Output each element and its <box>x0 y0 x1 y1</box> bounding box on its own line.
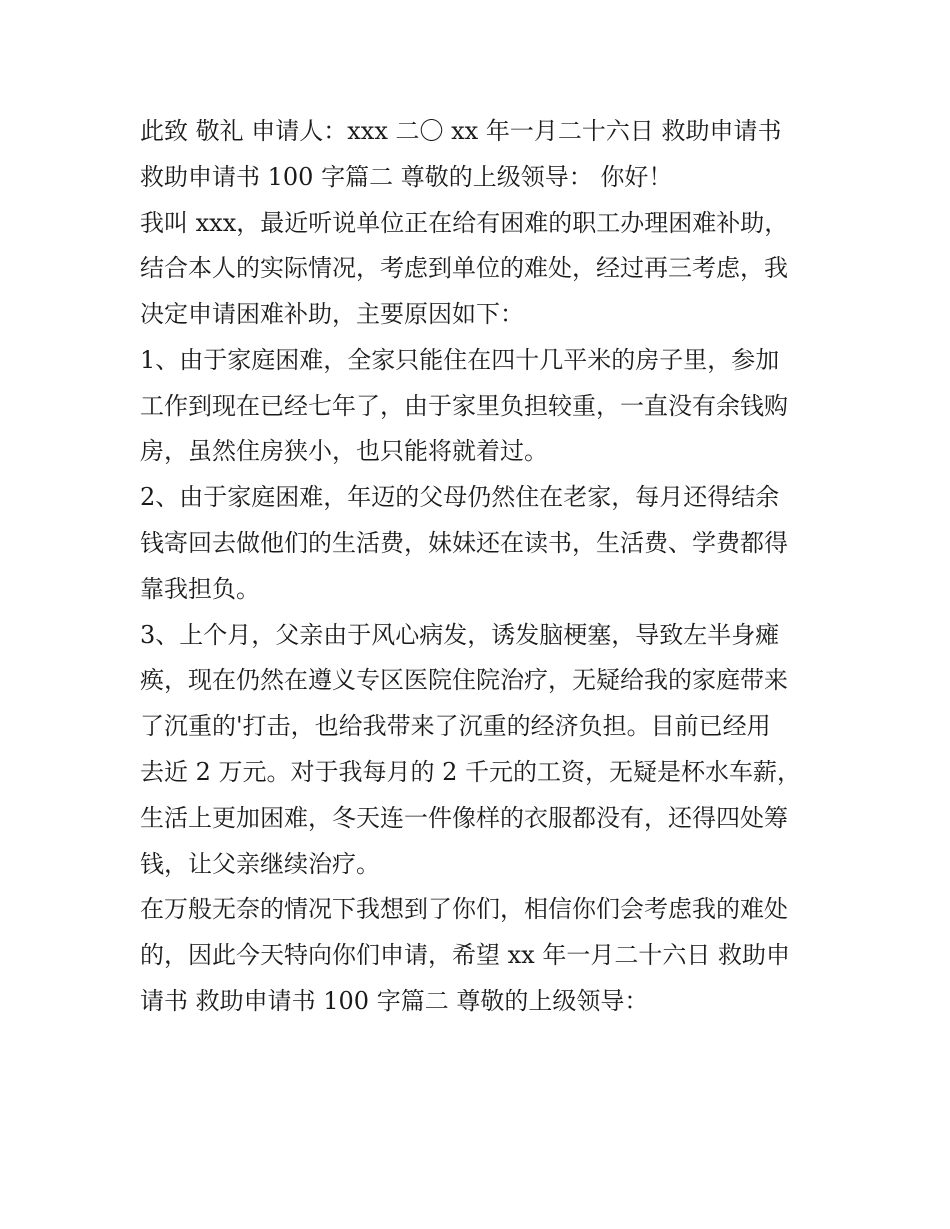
text-line-17: 钱，让父亲继续治疗。 <box>140 849 380 878</box>
text-line-12: 3、上个月，父亲由于风心病发，诱发脑梗塞，导致左半身瘫 <box>140 620 780 649</box>
text-line-7: 工作到现在已经七年了，由于家里负担较重，一直没有余钱购 <box>140 391 788 420</box>
text-line-13: 痪，现在仍然在遵义专区医院住院治疗，无疑给我的家庭带来 <box>140 666 788 695</box>
document-body <box>140 110 820 1026</box>
text-line-3: 我叫 xxx，最近听说单位正在给有困难的职工办理困难补助， <box>140 208 789 237</box>
text-line-1: 此致 敬礼 申请人：xxx 二〇 xx 年一月二十六日 救助申请书 <box>140 117 782 145</box>
text-line-2: 救助申请书 100 字篇二 尊敬的上级领导： 你好！ <box>140 162 673 191</box>
text-line-8: 房，虽然住房狭小，也只能将就着过。 <box>140 437 548 466</box>
text-line-11: 靠我担负。 <box>140 574 260 603</box>
text-line-16: 生活上更加困难，冬天连一件像样的衣服都没有，还得四处筹 <box>140 803 788 832</box>
text-line-18: 在万般无奈的情况下我想到了你们，相信你们会考虑我的难处 <box>140 895 788 924</box>
text-line-10: 钱寄回去做他们的生活费，妹妹还在读书，生活费、学费都得 <box>140 529 788 558</box>
text-line-6: 1、由于家庭困难，全家只能住在四十几平米的房子里，参加 <box>140 345 780 374</box>
text-line-9: 2、由于家庭困难，年迈的父母仍然住在老家，每月还得结余 <box>140 483 780 512</box>
text-line-20: 请书 救助申请书 100 字篇二 尊敬的上级领导： <box>140 986 649 1015</box>
text-line-5: 决定申请困难补助，主要原因如下： <box>140 300 524 329</box>
text-line-15: 去近 2 万元。对于我每月的 2 千元的工资，无疑是杯水车薪， <box>140 757 802 786</box>
text-line-14: 了沉重的'打击，也给我带来了沉重的经济负担。目前已经用 <box>140 712 771 741</box>
text-line-19: 的，因此今天特向你们申请，希望 xx 年一月二十六日 救助申 <box>140 941 790 970</box>
text-line-4: 结合本人的实际情况，考虑到单位的难处，经过再三考虑，我 <box>140 254 788 283</box>
